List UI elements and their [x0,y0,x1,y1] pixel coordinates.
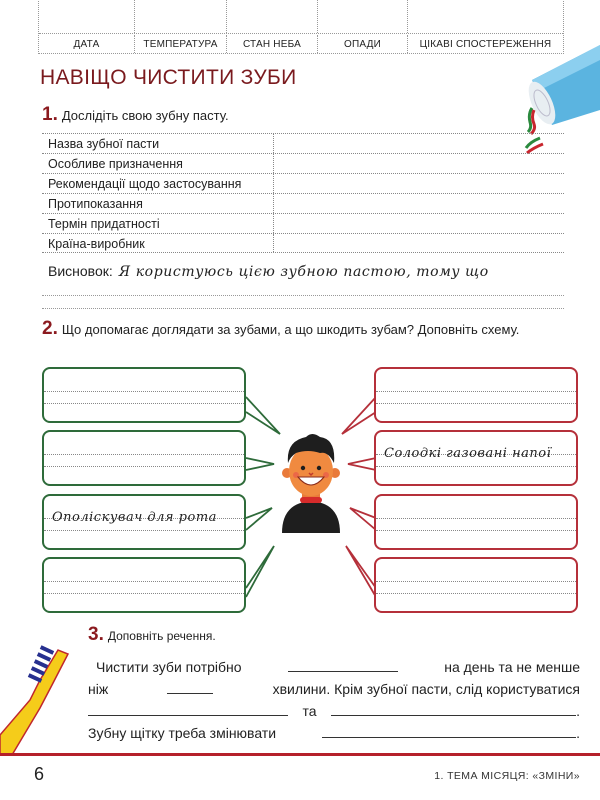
harms-box[interactable] [374,430,578,486]
table-row [42,173,564,193]
task-instruction: Доповніть речення. [107,629,216,643]
fill-in-sentences [88,656,580,744]
conclusion [48,263,489,280]
weather-cell[interactable] [227,0,318,33]
weather-cell[interactable] [135,0,227,33]
toothpaste-info-table [42,133,564,253]
footer-divider [0,753,600,756]
harms-answer: Солодкі газовані напої [384,446,552,461]
header-date: ДАТА [39,35,135,53]
harms-box[interactable] [374,367,578,423]
row-label: Протипоказання [42,194,274,213]
answer-field[interactable] [274,194,564,213]
conclusion-answer-line[interactable] [42,295,564,296]
weather-table [38,0,564,54]
blank-item-2[interactable] [331,702,576,716]
answer-field[interactable] [274,174,564,193]
row-label: Назва зубної пасти [42,134,274,153]
table-row [42,153,564,173]
task-2-heading [42,318,519,340]
page-title: НАВІЩО ЧИСТИТИ ЗУБИ [40,66,297,89]
row-label: Особливе призначення [42,154,274,173]
toothbrush-icon [0,640,75,755]
weather-table-entry-row [39,0,563,34]
sentence-line: ніж хвилини. Крім зубної пасти, слід користуватися [88,681,580,697]
task-number: 3. [88,624,104,645]
harms-box[interactable] [374,494,578,550]
row-label: Рекомендації щодо застосування [42,174,274,193]
table-row [42,133,564,153]
helps-box[interactable] [42,494,246,550]
header-sky: СТАН НЕБА [227,35,318,53]
task-number: 2. [42,318,58,339]
conclusion-handwriting: Я користуюсь цією зубною пастою, тому що [118,264,489,280]
blank-minutes[interactable] [167,680,213,694]
weather-table-header [39,35,563,53]
helps-box[interactable] [42,430,246,486]
weather-cell[interactable] [39,0,135,33]
header-observations: ЦІКАВІ СПОСТЕРЕЖЕННЯ [419,38,552,50]
task-1-heading [42,104,229,126]
helps-box[interactable] [42,367,246,423]
conclusion-answer-line[interactable] [42,308,564,309]
blank-times-per-day[interactable] [288,658,398,672]
task-number: 1. [42,104,58,125]
conclusion-label: Висновок: [48,263,113,279]
weather-cell[interactable] [318,0,408,33]
harms-box[interactable] [374,557,578,613]
header-temperature: ТЕМПЕРАТУРА [135,35,227,53]
table-row [42,213,564,233]
answer-field[interactable] [274,154,564,173]
task-instruction: Дослідіть свою зубну пасту. [61,108,229,123]
answer-field[interactable] [274,134,564,153]
sentence-line: Чистити зуби потрібно на день та не менше [96,659,580,675]
helps-box[interactable] [42,557,246,613]
table-row [42,233,564,253]
task-instruction: Що допомагає доглядати за зубами, а що шкодить зубам? Доповніть схему. [61,322,520,337]
section-title: 1. ТЕМА МІСЯЦЯ: «ЗМІНИ» [434,770,580,782]
helps-answer: Ополіскувач для рота [52,510,217,525]
blank-replace-period[interactable] [322,724,576,738]
sentence-line: Зубну щітку треба змінювати . [88,725,580,741]
header-precipitation: ОПАДИ [318,35,408,53]
row-label: Країна-виробник [42,234,274,252]
table-row [42,193,564,213]
smiling-boy-icon [274,433,348,533]
task-3-heading [88,624,216,646]
answer-field[interactable] [274,214,564,233]
sentence-line: та . [88,700,580,722]
row-label: Термін придатності [42,214,274,233]
answer-field[interactable] [274,234,564,252]
page-number: 6 [34,764,45,784]
blank-item-1[interactable] [88,702,288,716]
